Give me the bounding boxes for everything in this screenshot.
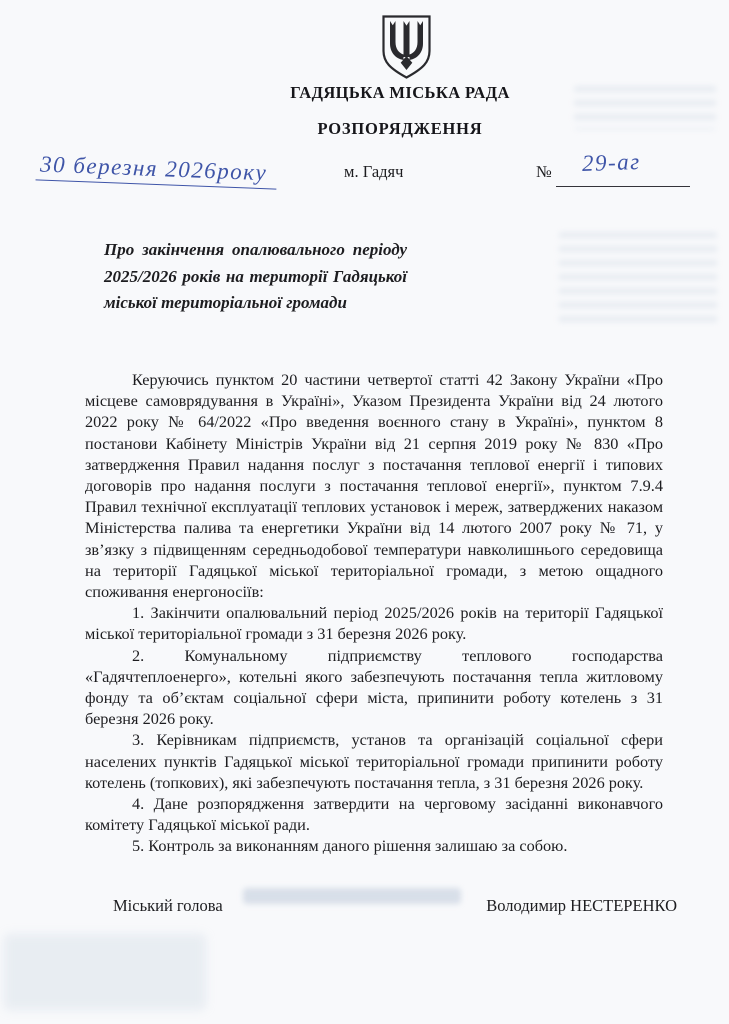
body-paragraph-item-1: 1. Закінчити опалювальний період 2025/2026 років на території Гадяцької міської територіальної громади з 31 березня 2026 року. — [85, 603, 663, 644]
organization-name: ГАДЯЦЬКА МІСЬКА РАДА — [290, 83, 510, 102]
body-paragraph-preamble: Керуючись пунктом 20 частини четвертої статті 42 Закону України «Про місцеве самоврядування в Україні», Указом Президента України від 24 лютого 2022 року № 64/2022 «Про введення воєнного стану в Україні», пунктом 8 постанови Кабінету Міністрів України від 21 серпня 2019 року № 830 «Про затвердження Правил надання послуг з постачання теплової енергії і типових договорів про надання послуги з постачання теплової енергії», пунктом 7.9.4 Правил технічної експлуатації теплових установок і мереж, затверджених наказом Міністерства палива та енергетики України від 14 лютого 2007 року № 71, у зв’язку з підвищенням середньодобової температури навколишнього середовища на території Гадяцької міської територіальної громади, з метою ощадного споживання енергоносіїв: — [85, 370, 663, 602]
signature-block — [85, 896, 677, 916]
signatory-position: Міський голова — [113, 896, 223, 915]
body-paragraph-item-3: 3. Керівникам підприємств, установ та організацій соціальної сфери населених пунктів Гадяцької міської територіальної громади припинити роботу котелень (топкових), які забезпечують постачання тепла, з 31 березня 2026 року. — [85, 730, 663, 792]
bleed-through-artifact — [559, 232, 717, 330]
number-underline — [556, 186, 690, 187]
body-paragraph-item-4: 4. Дане розпорядження затвердити на черговому засіданні виконавчого комітету Гадяцької міської ради. — [85, 794, 663, 835]
handwritten-document-number: 29-аг — [581, 148, 642, 177]
body-paragraph-item-5: 5. Контроль за виконанням даного рішення залишаю за собою. — [132, 836, 568, 856]
bleed-through-artifact — [4, 934, 206, 1010]
signatory-name: Володимир НЕСТЕРЕНКО — [486, 896, 677, 915]
body-paragraph-item-2: 2. Комунальному підприємству теплового господарства «Гадячтеплоенерго», котельні якого забезпечують постачання тепла житловому фонду та об’єктам соціальної сфери міста, припинити роботу котелень з 31 березня 2026 року. — [85, 645, 663, 729]
place-name: м. Гадяч — [344, 162, 404, 181]
document-type-title: РОЗПОРЯДЖЕННЯ — [317, 119, 483, 138]
bleed-through-artifact — [574, 86, 716, 130]
number-sign: № — [536, 162, 552, 181]
ukraine-trident-emblem-icon — [380, 15, 433, 79]
handwritten-date: 30 березня 2026року — [36, 151, 278, 189]
document-subject: Про закінчення опалювального періоду 2025/2026 років на території Гадяцької міської територіальної громади — [104, 240, 407, 312]
document-body — [85, 369, 663, 857]
